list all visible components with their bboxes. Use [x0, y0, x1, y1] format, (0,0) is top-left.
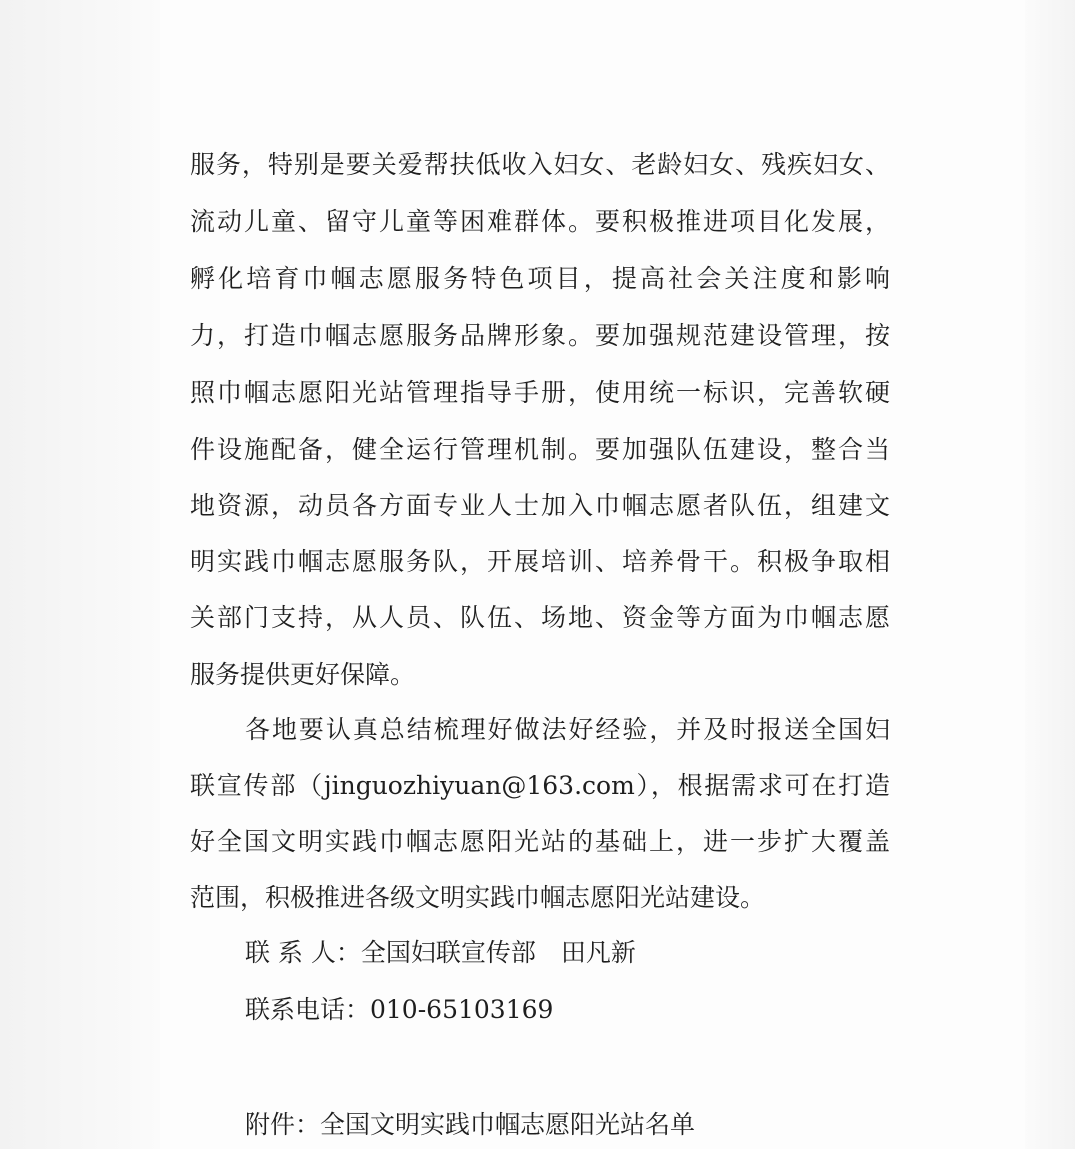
attachment-note: 附件：全国文明实践巾帼志愿阳光站名单: [245, 1110, 696, 1139]
contact-person: 联 系 人：全国妇联宣传部 田凡新: [245, 938, 636, 967]
paragraph-line: 联宣传部（jinguozhiyuan@163.com），根据需求可在打造: [190, 771, 890, 800]
paragraph-line: 地资源，动员各方面专业人士加入巾帼志愿者队伍，组建文: [190, 491, 890, 520]
paragraph-line: 明实践巾帼志愿服务队，开展培训、培养骨干。积极争取相: [190, 547, 890, 576]
paragraph-line: 孵化培育巾帼志愿服务特色项目，提高社会关注度和影响: [190, 264, 890, 293]
paragraph-line: 各地要认真总结梳理好做法好经验，并及时报送全国妇: [245, 715, 890, 744]
paragraph-line: 服务，特别是要关爱帮扶低收入妇女、老龄妇女、残疾妇女、: [190, 150, 890, 179]
paragraph-line: 服务提供更好保障。: [190, 660, 416, 689]
paragraph-line: 照巾帼志愿阳光站管理指导手册，使用统一标识，完善软硬: [190, 378, 890, 407]
scan-left-margin: [0, 0, 160, 1149]
paragraph-line: 流动儿童、留守儿童等困难群体。要积极推进项目化发展，: [190, 207, 890, 236]
paragraph-line: 关部门支持，从人员、队伍、场地、资金等方面为巾帼志愿: [190, 603, 890, 632]
paragraph-line: 力，打造巾帼志愿服务品牌形象。要加强规范建设管理，按: [190, 321, 890, 350]
contact-phone: 联系电话：010-65103169: [245, 995, 554, 1024]
paragraph-line: 件设施配备，健全运行管理机制。要加强队伍建设，整合当: [190, 435, 890, 464]
paragraph-line: 范围，积极推进各级文明实践巾帼志愿阳光站建设。: [190, 883, 766, 912]
scan-right-margin: [1025, 0, 1075, 1149]
paragraph-line: 好全国文明实践巾帼志愿阳光站的基础上，进一步扩大覆盖: [190, 827, 890, 856]
